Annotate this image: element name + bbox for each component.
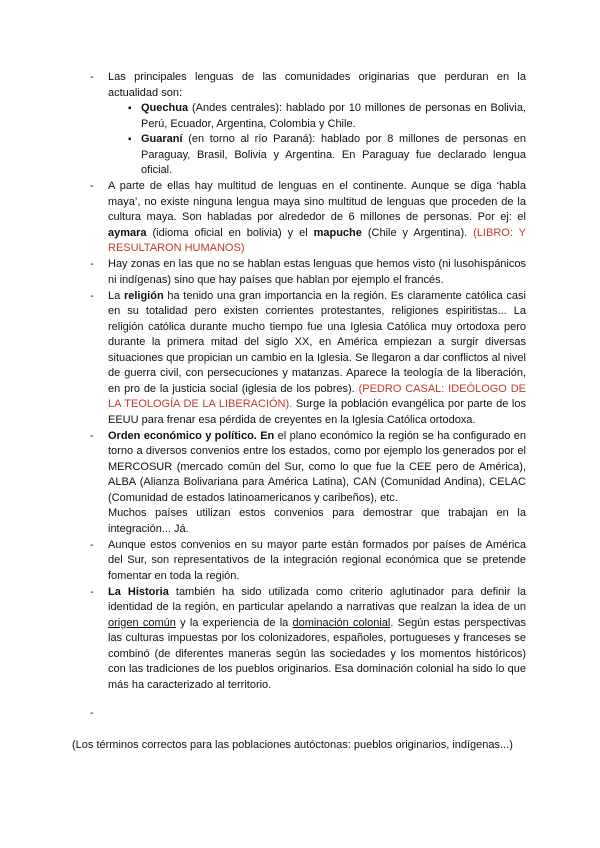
paragraph-text: Hay zonas en las que no se hablan estas lenguas que hemos visto (ni lusohispánicos ni indígenas) sino que hay países que hablan por ejemplo el francés. xyxy=(108,258,526,286)
paragraph-text: La xyxy=(108,289,124,302)
paragraph-text: (idioma oficial en bolivia) y el xyxy=(146,226,314,239)
paragraph-text: también ha sido utilizada como criterio aglutinador para definir la identidad de la región, en particular apelando a narrativas que realzan la idea de un xyxy=(108,585,526,613)
language-description: (Andes centrales): hablado por 10 millones de personas en Bolivia, Perú, Ecuador, Argentina, Colombia y Chile. xyxy=(141,102,526,130)
empty-bullet-dash: - xyxy=(90,707,94,719)
language-name: Guaraní xyxy=(141,133,183,145)
bold-term: mapuche xyxy=(313,226,362,239)
bullet-dash: - xyxy=(90,289,94,302)
sub-list xyxy=(108,101,526,179)
bullet-dash: - xyxy=(90,258,94,270)
paragraph-text: (Chile y Argentina). xyxy=(361,226,474,239)
bullet-dash: - xyxy=(90,538,94,551)
sub-list-item xyxy=(128,132,526,179)
list-item xyxy=(90,70,526,179)
list-item xyxy=(90,585,526,694)
bold-term: La Historia xyxy=(108,585,169,598)
list-item xyxy=(90,257,526,288)
bold-term: En xyxy=(256,429,275,442)
square-bullet-icon: ▪ xyxy=(128,134,132,145)
list-item xyxy=(90,179,526,257)
list-item xyxy=(90,429,526,538)
list-item xyxy=(90,289,526,429)
sub-list-item xyxy=(128,101,526,132)
paragraph-text: A parte de ellas hay multitud de lenguas en el continente. Aunque se diga ‘habla maya’, no existe ninguna lengua maya sino multitud de lenguas que proceden de la cultura maya. Son habladas por alrededor de 6 millones de personas. Por ej: el xyxy=(108,180,526,223)
bullet-dash: - xyxy=(90,429,94,442)
underlined-term: origen común xyxy=(108,616,176,629)
bullet-dash: - xyxy=(90,585,94,598)
paragraph-text: Aunque estos convenios en su mayor parte están formados por países de América del Sur, son representativos de la integración regional económica que se pretende fomentar en toda la región. xyxy=(108,538,526,582)
underlined-term: dominación colonial xyxy=(292,616,391,629)
paragraph-text: ha tenido una gran importancia en la región. Es claramente católica casi en su totalidad pero existen corrientes protestantes, religiones espiritistas... La religión católica durante mucho tiempo fue una Iglesia Católica muy ortodoxa pero durante la primera mitad del siglo XX, en América empiezan a surgir diversas situaciones que propician un cambio en la Iglesia. Se llegaron a dar conflictos al nivel de guerra civil, con persecuciones y matanzas. Aparece la teología de la liberación, en pro de la justicia social (iglesia de los pobres). xyxy=(108,289,526,395)
square-bullet-icon: ▪ xyxy=(128,103,132,114)
paragraph-text: y la experiencia de la xyxy=(175,616,293,629)
bold-term: aymara xyxy=(108,226,147,239)
paragraph-text: . Según estas perspectivas las culturas impuestas por los colonizadores, españoles, portugueses y franceses se combinó (de diferentes maneras según las sociedades y los momentos históricos) con las tradiciones de los pueblos originarios. Esa dominación colonial ha sido lo que más ha caracterizado al territorio. xyxy=(108,616,527,691)
language-name: Quechua xyxy=(141,102,189,114)
bold-term: Orden económico y político. xyxy=(108,429,257,442)
language-description: (en torno al río Paraná): hablado por 8 millones de personas en Paraguay, Brasil, Bolivia y Argentina. En Paraguay fue declarado lengua oficial. xyxy=(141,133,526,176)
list-item xyxy=(90,538,526,585)
bullet-dash: - xyxy=(90,71,94,83)
paragraph-text: Las principales lenguas de las comunidades originarias que perduran en la actualidad son: xyxy=(108,71,526,99)
red-note: (PEDRO CASAL: IDEÓLOGO DE LA TEOLOGÍA DE LA LIBERACIÓN). xyxy=(108,382,526,410)
footer-note: (Los términos correctos para las poblaciones autóctonas: pueblos originarios, indígenas...) xyxy=(72,739,513,751)
red-note: (LIBRO: Y RESULTARON HUMANOS) xyxy=(108,226,526,254)
paragraph-text: Surge la población evangélica por parte de los EEUU para frenar esa pérdida de creyentes en la Iglesia Católica ortodoxa. xyxy=(108,398,526,426)
bold-term: religión xyxy=(123,289,164,302)
paragraph-text: el plano económico la región se ha configurado en torno a diversos convenios entre los estados, como por ejemplo los generados por el MERCOSUR (mercado común del Sur, como lo que fue la CEE pero de América), ALBA (Alianza Bolivariana para América Latina), CAN (Comunidad Andina), CELAC (Comunidad de estados latinoamericanos y caribeños), etc. xyxy=(108,429,526,504)
bullet-dash: - xyxy=(90,180,94,192)
bullet-list xyxy=(90,70,526,694)
paragraph-text: Muchos países utilizan estos convenios para demostrar que trabajan en la integración... Já. xyxy=(108,507,526,535)
